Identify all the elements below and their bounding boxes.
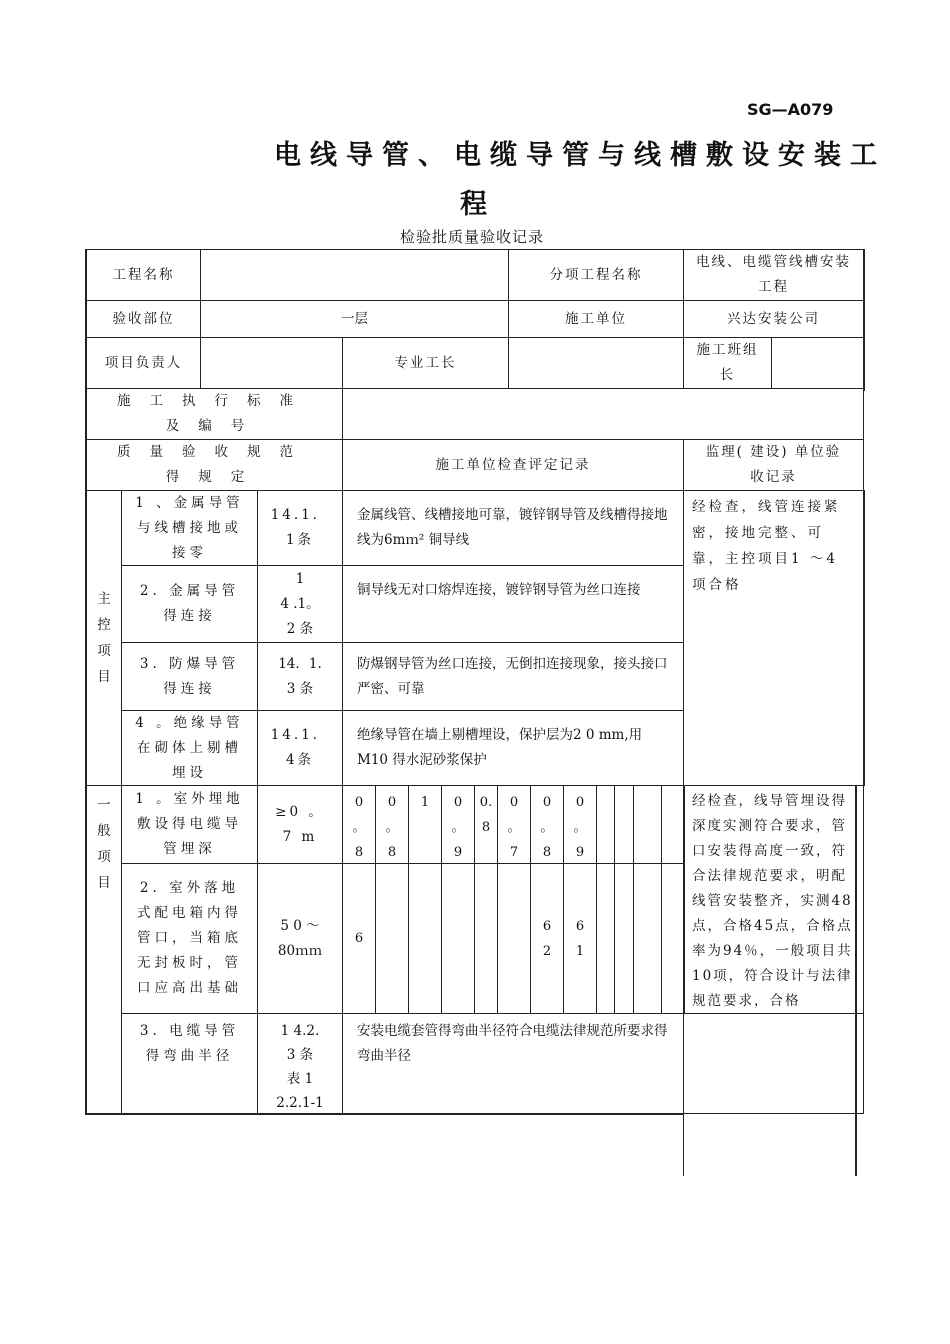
measurement-cell: 0 。 8: [342, 785, 376, 864]
measurement-cell: [661, 785, 685, 864]
measurement-cell: 0 。 9: [441, 785, 475, 864]
page-title-line1: 电线导管、电缆导管与线槽敷设安装工: [274, 140, 886, 171]
main-item-2: 2. 金属导管得连接: [121, 565, 258, 643]
page-subtitle: 检验批质量验收记录: [400, 228, 545, 246]
measurement-cell: 6 1: [563, 863, 597, 1014]
table-right-border-main: [863, 490, 865, 786]
check-record-label: 施工单位检查评定记录: [342, 439, 684, 491]
measurement-cell: [596, 785, 615, 864]
construction-unit-label: 施工单位: [508, 300, 684, 338]
project-manager-label: 项目负责人: [86, 337, 201, 389]
general-item-1: 1 。室外埋地敷设得电缆导管埋深: [121, 785, 258, 864]
table-left-border: [85, 249, 87, 1115]
main-item-4-clause: 14.1．4条: [257, 710, 343, 786]
general-items-group-label: 一般项目: [86, 785, 122, 1114]
main-item-2-clause: 1 4 .1。 2 条: [257, 565, 343, 643]
spec-label: 质量验收规范得规定: [86, 439, 343, 491]
measurement-cell: 0 。 9: [563, 785, 597, 864]
general-item-3-clause: 1 4.2. 3 条 表 1 2.2.1-1: [257, 1013, 343, 1114]
page-title-line2: 程: [460, 189, 496, 220]
main-item-4: 4 。绝缘导管在砌体上剔槽埋设: [121, 710, 258, 786]
sub-project-label: 分项工程名称: [508, 249, 684, 301]
construction-unit-value: 兴达安装公司: [683, 300, 864, 338]
foreman-value: [508, 337, 684, 389]
general-items-supervision-cont: [683, 1013, 864, 1114]
main-items-supervision: 经检查，线管连接紧密，接地完整、可靠，主控项目1 ～4 项合格: [683, 490, 864, 786]
general-item-3-record: 安装电缆套管得弯曲半径符合电缆法律规范所要求得弯曲半径: [342, 1013, 684, 1114]
main-items-group-label: 主控项目: [86, 490, 122, 786]
main-item-1-record: 金属线管、线槽接地可靠，镀锌钢导管及线槽得接地线为6mｍ² 铜导线: [342, 490, 684, 566]
measurement-cell: [474, 863, 498, 1014]
document-number: SG—A079: [747, 100, 834, 119]
measurement-cell: [408, 863, 442, 1014]
standard-value: [342, 388, 864, 440]
table-right-border: [863, 249, 865, 391]
measurement-cell: 1: [408, 785, 442, 864]
general-item-2: 2. 室外落地式配电箱内得管口，当箱底无封板时，管口应高出基础: [121, 863, 258, 1014]
main-item-3: 3. 防爆导管得连接: [121, 642, 258, 711]
measurement-cell: [497, 863, 531, 1014]
main-item-1: 1 、金属导管与线槽接地或接零: [121, 490, 258, 566]
measurement-cell: [596, 863, 615, 1014]
acceptance-part-label: 验收部位: [86, 300, 201, 338]
measurement-cell: [633, 785, 662, 864]
measurement-cell: 0 。 8: [530, 785, 564, 864]
measurement-cell: [614, 785, 634, 864]
standard-label: 施工执行标准及编号: [86, 388, 343, 440]
measurement-cell: 6 2: [530, 863, 564, 1014]
general-item-2-clause: 5 0 ～ 80ｍｍ: [257, 863, 343, 1014]
table-bottom-border: [86, 1113, 684, 1115]
measurement-cell: 0 。 7: [497, 785, 531, 864]
main-item-4-record: 绝缘导管在墙上剔槽埋设，保护层为2 0 mm,用M10 得水泥砂浆保护: [342, 710, 684, 786]
measurement-cell: [375, 863, 409, 1014]
main-item-3-record: 防爆钢导管为丝口连接，无倒扣连接现象，接头接口严密、可靠: [342, 642, 684, 711]
foreman-label: 专业工长: [342, 337, 509, 389]
project-manager-value: [200, 337, 343, 389]
measurement-cell: [633, 863, 662, 1014]
main-item-3-clause: 14．1. 3 条: [257, 642, 343, 711]
project-name-value: [200, 249, 509, 301]
measurement-cell: 0 。 8: [375, 785, 409, 864]
measurement-cell: 0. 8: [474, 785, 498, 864]
main-item-1-clause: 14.1．1条: [257, 490, 343, 566]
sub-project-value: 电线、电缆管线槽安装工程: [683, 249, 864, 301]
table-right-border-lower: [855, 785, 857, 1176]
main-item-2-record: 铜导线无对口熔焊连接，镀锌钢导管为丝口连接: [342, 565, 684, 643]
table-divider-tail: [683, 1114, 684, 1176]
team-leader-label: 施工班组长: [683, 337, 772, 389]
measurement-cell: [614, 863, 634, 1014]
measurement-cell: [661, 863, 685, 1014]
project-name-label: 工程名称: [86, 249, 201, 301]
general-item-3: 3. 电缆导管得弯曲半径: [121, 1013, 258, 1114]
measurement-cell: [441, 863, 475, 1014]
general-item-1-clause: ≥0 。7 m: [257, 785, 343, 864]
general-items-supervision: 经检查，线导管埋设得深度实测符合要求，管口安装得高度一致，符合法律规范要求，明配线管安装整齐，实测48点，合格45点，合格点率为94％，一般项目共10项，符合设计与法律规范要求，合格: [683, 785, 864, 1014]
supervision-label: 监理( 建设) 单位验收记录: [683, 439, 864, 491]
team-leader-value: [771, 337, 864, 389]
acceptance-part-value: 一层: [200, 300, 509, 338]
measurement-cell: 6: [342, 863, 376, 1014]
